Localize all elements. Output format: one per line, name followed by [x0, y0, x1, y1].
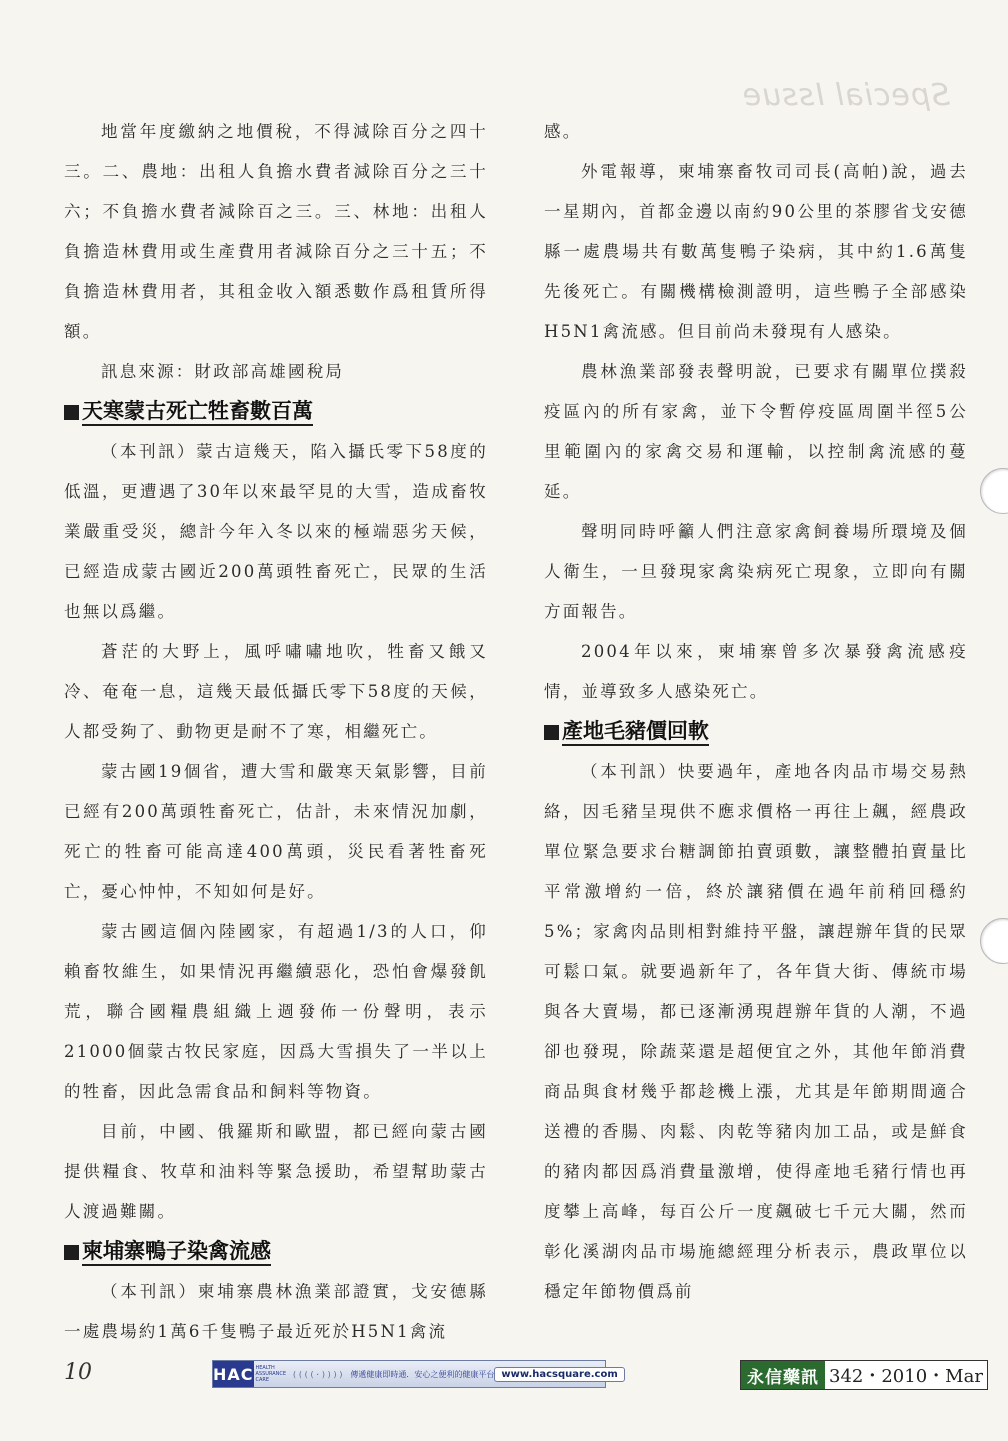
magazine-name: 永信藥訊: [741, 1361, 825, 1389]
banner-slogan: 傳遞健康即時通．安心之便利的健康平台: [350, 1369, 495, 1379]
paragraph: 感。: [544, 122, 582, 141]
binder-hole: [980, 918, 1008, 964]
paragraph: （本刊訊）柬埔寨農林漁業部證實，戈安德縣一處農場約1萬6千隻鴨子最近死於H5N1禽流: [64, 1282, 488, 1341]
paragraph: 蒙古國19個省，遭大雪和嚴寒天氣影響，目前已經有200萬頭牲畜死亡，估計，未來情況加劇，死亡的牲畜可能高達400萬頭，災民看著牲畜死亡，憂心忡忡，不知如何是好。: [64, 762, 488, 901]
hac-banner[interactable]: [212, 1360, 618, 1388]
heading-text: 天寒蒙古死亡牲畜數百萬: [82, 398, 313, 426]
paragraph: 蒼茫的大野上，風呼嘯嘯地吹，牲畜又餓又冷、奄奄一息，這幾天最低攝氏零下58度的天候，人都受夠了、動物更是耐不了寒，相繼死亡。: [64, 642, 488, 741]
signal-wave-icon: ((((·)))): [292, 1369, 345, 1379]
paragraph: 外電報導，柬埔寨畜牧司司長(高帕)說，過去一星期內，首都金邊以南約90公里的茶膠省戈安德縣一處農場共有數萬隻鴨子染病，其中約1.6萬隻先後死亡。有關機構檢測證明，這些鴨子全部感染H5N1禽流感。但目前尚未發現有人感染。: [544, 162, 968, 341]
bleed-through-text: Special Issue: [741, 78, 950, 113]
banner-url-link[interactable]: www.hacsquare.com: [494, 1367, 624, 1382]
left-column: [64, 112, 488, 1352]
paragraph: （本刊訊）蒙古這幾天，陷入攝氏零下58度的低溫，更遭遇了30年以來最罕見的大雪，造成畜牧業嚴重受災，總計今年入冬以來的極端惡劣天候，已經造成蒙古國近200萬頭牲畜死亡，民眾的生活也無以爲繼。: [64, 442, 488, 621]
source-note: 訊息來源：財政部高雄國稅局: [101, 362, 345, 381]
bullet-square-icon: [544, 725, 559, 740]
bullet-square-icon: [64, 405, 79, 420]
paragraph: 農林漁業部發表聲明說，已要求有關單位撲殺疫區內的所有家禽，並下令暫停疫區周圍半徑5公里範圍內的家禽交易和運輸，以控制禽流感的蔓延。: [544, 362, 968, 501]
bullet-square-icon: [64, 1245, 79, 1260]
heading-text: 產地毛豬價回軟: [562, 718, 709, 746]
section-heading: [544, 712, 968, 752]
right-column: [544, 112, 968, 1312]
binder-hole: [980, 468, 1008, 514]
heading-text: 柬埔寨鴨子染禽流感: [82, 1238, 271, 1266]
paragraph: 2004年以來，柬埔寨曾多次暴發禽流感疫情，並導致多人感染死亡。: [544, 642, 968, 701]
issue-label: [740, 1360, 988, 1390]
section-heading: [64, 1232, 488, 1272]
hac-logo-subtitle: HEALTH ASSURANCE CARE: [255, 1365, 287, 1383]
paragraph: （本刊訊）快要過年，產地各肉品市場交易熱絡，因毛豬呈現供不應求價格一再往上飆，經農政單位緊急要求台糖調節拍賣頭數，讓整體拍賣量比平常激增約一倍，終於讓豬價在過年前稍回穩約 5%；家禽肉品則相對維持平盤，讓趕辦年貨的民眾可鬆口氣。就要過新年了，各年貨大街、傳統市場與各大賣場，都已逐漸湧現趕辦年貨的人潮，不過卻也發現，除蔬菜還是超便宜之外，其他年節消費商品與食材幾乎都趁機上漲，尤其是年節期間適合送禮的香腸、肉鬆、肉乾等豬肉加工品，或是鮮食的豬肉都因爲消費量激增，使得產地毛豬行情也再度攀上高峰，每百公斤一度飆破七千元大關，然而彰化溪湖肉品市場施總經理分析表示，農政單位以穩定年節物價爲前: [544, 762, 968, 1301]
page-number: 10: [64, 1360, 92, 1385]
paragraph: 目前，中國、俄羅斯和歐盟，都已經向蒙古國提供糧食、牧草和油料等緊急援助，希望幫助蒙古人渡過難關。: [64, 1122, 488, 1221]
paragraph: 聲明同時呼籲人們注意家禽飼養場所環境及個人衛生，一旦發現家禽染病死亡現象，立即向有關方面報告。: [544, 522, 968, 621]
issue-info: 342・2010・Mar: [825, 1361, 987, 1389]
section-heading: [64, 392, 488, 432]
paragraph: 蒙古國這個內陸國家，有超過1/3的人口，仰賴畜牧維生，如果情況再繼續惡化，恐怕會爆發飢荒，聯合國糧農組織上週發佈一份聲明，表示21000個蒙古牧民家庭，因爲大雪損失了一半以上的牲畜，因此急需食品和飼料等物資。: [64, 922, 488, 1101]
hac-logo: HAC: [213, 1361, 254, 1387]
paragraph: 地當年度繳納之地價稅，不得減除百分之四十三。二、農地：出租人負擔水費者減除百分之三十六；不負擔水費者減除百之三。三、林地：出租人負擔造林費用或生產費用者減除百分之三十五；不負擔造林費用者，其租金收入額悉數作爲租賃所得額。: [64, 122, 488, 341]
